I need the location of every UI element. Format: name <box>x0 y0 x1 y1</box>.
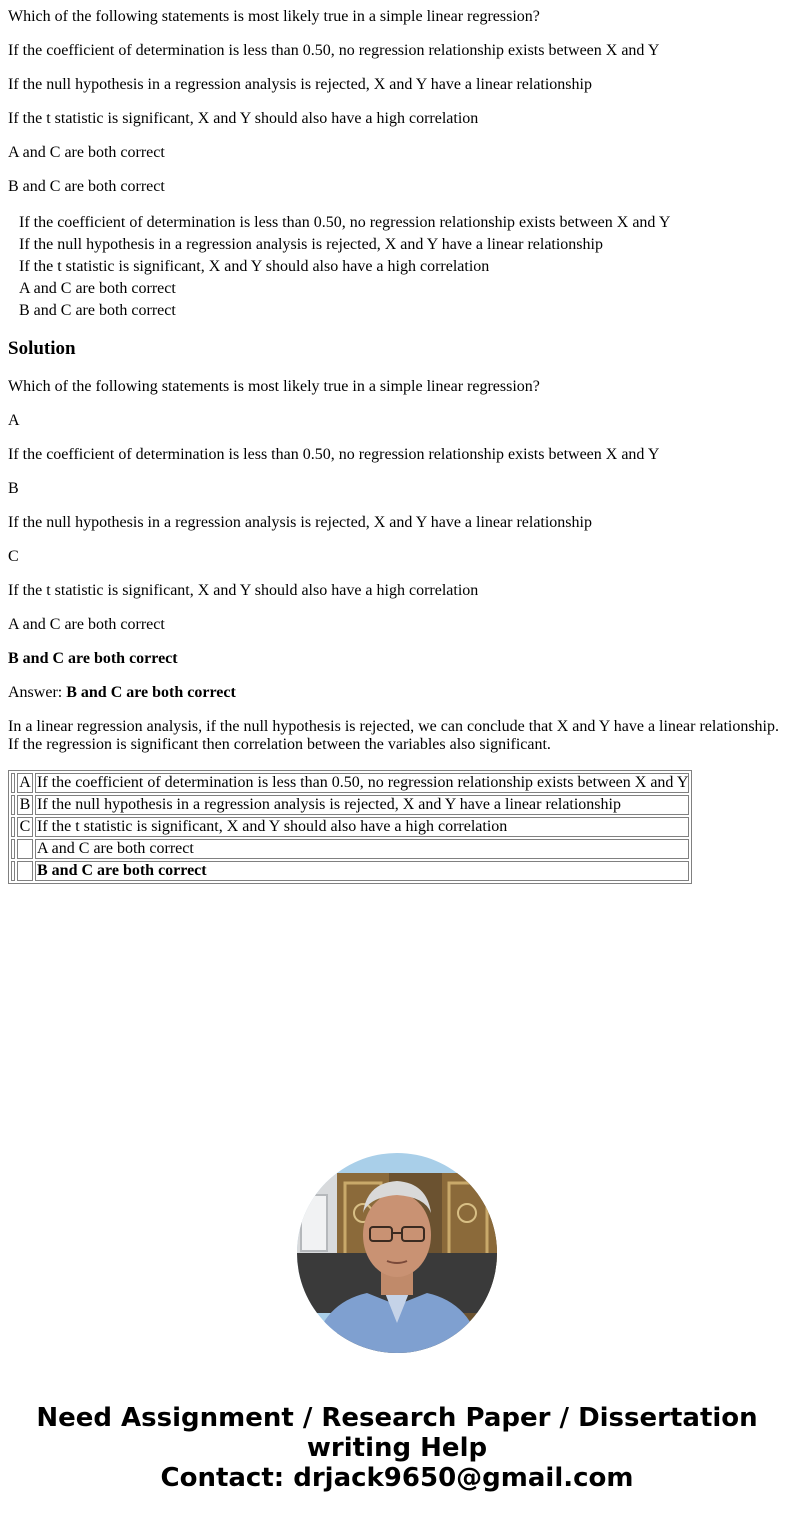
table-letter-cell <box>17 839 33 859</box>
solution-option: If the null hypothesis in a regression analysis is rejected, X and Y have a linear relationship <box>8 514 592 531</box>
footer-banner <box>0 1403 794 1493</box>
table-mark-cell <box>11 861 15 881</box>
option-paragraph: If the null hypothesis in a regression analysis is rejected, X and Y have a linear relationship <box>8 76 592 93</box>
table-letter-cell: B <box>17 795 33 815</box>
option-list-item: If the t statistic is significant, X and Y should also have a high correlation <box>19 258 490 275</box>
footer-line: Need Assignment / Research Paper / Dissertation <box>36 1403 758 1433</box>
table-mark-cell <box>11 773 15 793</box>
explanation-text: In a linear regression analysis, if the null hypothesis is rejected, we can conclude that X and Y have a linear relationship. If the regression is significant then correlation between the variables also significant. <box>8 718 779 753</box>
option-list-item: B and C are both correct <box>19 302 176 319</box>
answer-line <box>8 684 786 702</box>
table-mark-cell <box>11 795 15 815</box>
footer-contact: Contact: drjack9650@gmail.com <box>160 1463 634 1493</box>
footer-line: writing Help <box>306 1433 488 1463</box>
table-text-cell: If the coefficient of determination is less than 0.50, no regression relationship exists between X and Y <box>37 774 689 791</box>
solution-heading: Solution <box>8 338 76 359</box>
option-list-item: A and C are both correct <box>19 280 176 297</box>
table-text-cell-correct <box>35 861 689 881</box>
table-row <box>11 817 689 837</box>
option-letter: B <box>8 480 19 497</box>
answer-table <box>8 770 692 884</box>
table-mark-cell <box>11 817 15 837</box>
table-row <box>11 861 689 881</box>
option-paragraph: If the t statistic is significant, X and Y should also have a high correlation <box>8 110 479 127</box>
option-paragraph: A and C are both correct <box>8 144 165 161</box>
table-row <box>11 773 689 793</box>
table-text-cell: A and C are both correct <box>35 839 689 859</box>
table-letter-cell: A <box>17 773 33 793</box>
answer-label: Answer: <box>8 684 63 701</box>
answer-value: B and C are both correct <box>66 684 236 701</box>
option-list-item: If the null hypothesis in a regression analysis is rejected, X and Y have a linear relationship <box>19 236 603 253</box>
table-correct-text: B and C are both correct <box>37 862 207 879</box>
table-row <box>11 795 689 815</box>
solution-option: If the t statistic is significant, X and Y should also have a high correlation <box>8 582 479 599</box>
solution-question: Which of the following statements is most likely true in a simple linear regression? <box>8 378 540 395</box>
author-photo-image <box>297 1153 497 1353</box>
author-photo <box>297 1153 497 1353</box>
table-row <box>11 839 689 859</box>
table-letter-cell: C <box>17 817 33 837</box>
option-paragraph: If the coefficient of determination is less than 0.50, no regression relationship exists between X and Y <box>8 42 660 59</box>
table-text-cell: If the t statistic is significant, X and Y should also have a high correlation <box>35 817 689 837</box>
correct-option-text: B and C are both correct <box>8 650 178 667</box>
option-letter: C <box>8 548 19 565</box>
option-letter: A <box>8 412 20 429</box>
solution-option: If the coefficient of determination is less than 0.50, no regression relationship exists between X and Y <box>8 446 660 463</box>
option-list-item: If the coefficient of determination is less than 0.50, no regression relationship exists between X and Y <box>19 214 671 231</box>
option-paragraph: B and C are both correct <box>8 178 165 195</box>
table-text-cell: If the null hypothesis in a regression analysis is rejected, X and Y have a linear relationship <box>35 795 689 815</box>
table-letter-cell <box>17 861 33 881</box>
question-text: Which of the following statements is most likely true in a simple linear regression? <box>8 8 540 25</box>
solution-option: A and C are both correct <box>8 616 165 633</box>
option-list <box>8 212 786 322</box>
solution-option-correct <box>8 650 786 668</box>
table-mark-cell <box>11 839 15 859</box>
